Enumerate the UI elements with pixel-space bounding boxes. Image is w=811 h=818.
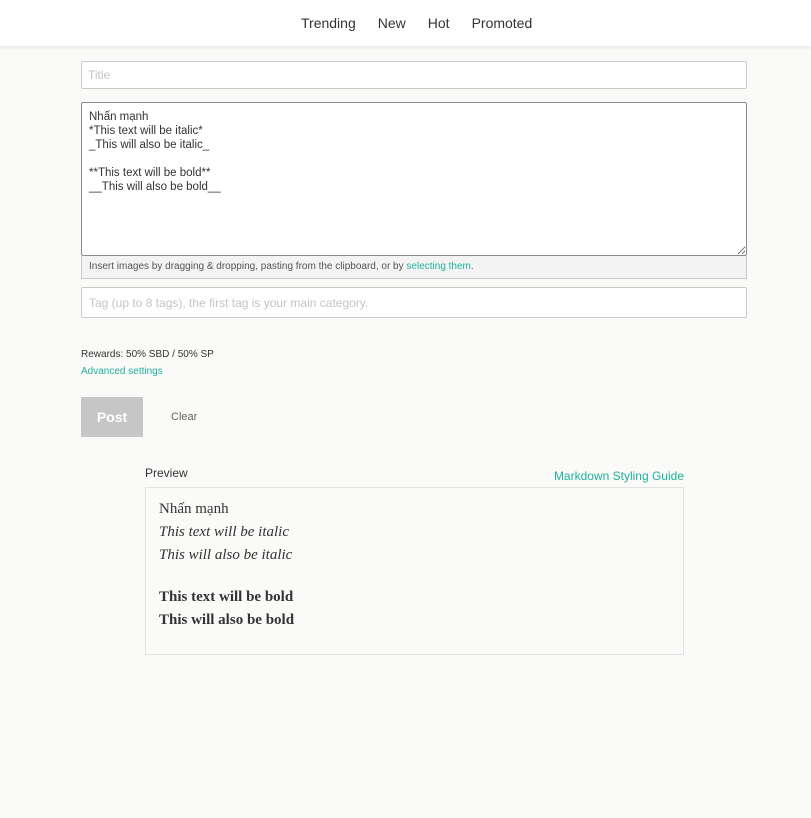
preview-italic-line: This text will be italic (159, 524, 289, 540)
post-body-textarea[interactable] (81, 102, 747, 256)
rewards-info: Rewards: 50% SBD / 50% SP (81, 349, 214, 360)
title-input[interactable] (81, 61, 747, 89)
preview-bold-line: This text will be bold (159, 589, 294, 605)
nav-trending[interactable]: Trending (301, 15, 356, 31)
advanced-settings-link[interactable]: Advanced settings (81, 366, 163, 377)
preview-panel (145, 487, 684, 655)
nav-new[interactable]: New (377, 15, 406, 31)
dropzone-text: Insert images by dragging & dropping, pasting from the clipboard, or by (89, 261, 407, 272)
top-navigation (290, 0, 543, 46)
dropzone-end: . (470, 261, 474, 272)
preview-italic-line: This will also be italic (159, 547, 293, 563)
nav-promoted[interactable]: Promoted (471, 15, 533, 31)
tags-input[interactable] (81, 287, 747, 318)
preview-line: Nhấn mạnh (159, 501, 229, 517)
image-dropzone-hint (81, 256, 747, 279)
preview-heading: Preview (145, 466, 188, 480)
clear-button[interactable]: Clear (163, 411, 205, 423)
nav-hot[interactable]: Hot (427, 15, 450, 31)
markdown-guide-link[interactable]: Markdown Styling Guide (553, 469, 684, 483)
preview-bold-line: This will also be bold (159, 612, 295, 628)
select-images-link[interactable]: selecting them (406, 261, 471, 272)
top-header (0, 0, 811, 47)
post-button[interactable]: Post (81, 397, 143, 437)
